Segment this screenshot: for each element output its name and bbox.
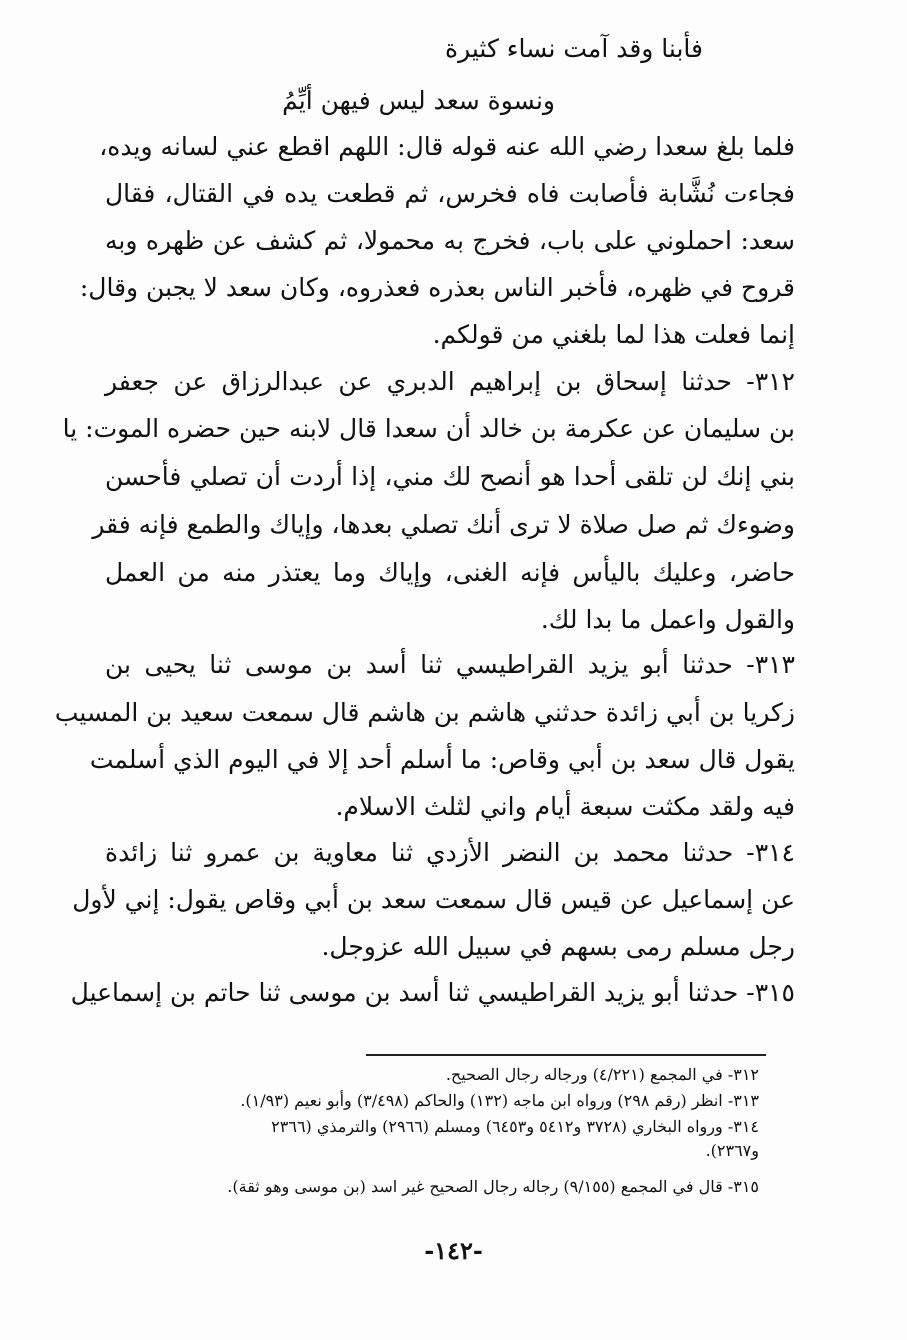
hadith-315-line: ٣١٥- حدثنا أبو يزيد القراطيسي ثنا أسد بن موسى ثنا حاتم بن إسماعيل — [70, 978, 795, 1007]
body-line: وضوءك ثم صل صلاة لا ترى أنك تصلي بعدها، وإياك والطمع فإنه فقر — [92, 510, 795, 539]
body-line: والقول واعمل ما بدا لك. — [540, 605, 795, 634]
body-line: إنما فعلت هذا لما بلغني من قولكم. — [432, 320, 795, 349]
footnote-315: ٣١٥- قال في المجمع (٩/١٥٥) رجاله رجال الصحيح غير اسد (بن موسى وهو ثقة). — [227, 1177, 759, 1196]
body-line: بن سليمان عن عكرمة بن خالد أن سعدا قال لابنه حين حضره الموت: يا — [62, 414, 795, 443]
body-line: بني إنك لن تلقى أحدا هو أنصح لك مني، إذا أردت أن تصلي فأحسن — [105, 462, 795, 491]
body-line: رجل مسلم رمى بسهم في سبيل الله عزوجل. — [321, 932, 795, 961]
body-line: حاضر، وعليك باليأس فإنه الغنى، وإياك وما يعتذر منه من العمل — [105, 558, 795, 587]
footnote-312: ٣١٢- في المجمع (٤/٢٢١) ورجاله رجال الصحيح. — [445, 1065, 759, 1084]
body-line: يقول قال سعد بن أبي وقاص: ما أسلم أحد إلا في اليوم الذي أسلمت — [89, 745, 795, 774]
verse-line-1: فأبنا وقد آمت نساء كثيرة — [444, 34, 703, 63]
hadith-314-line: ٣١٤- حدثنا محمد بن النضر الأزدي ثنا معاوية بن عمرو ثنا زائدة — [105, 838, 795, 867]
body-line: فجاءت نُشَّابة فأصابت فاه فخرس، ثم قطعت يده في القتال، فقال — [105, 179, 795, 208]
body-line: سعد: احملوني على باب، فخرج به محمولا، ثم كشف عن ظهره وبه — [105, 226, 795, 255]
body-line: عن إسماعيل عن قيس قال سمعت سعد بن أبي وقاص يقول: إني لأول — [72, 885, 795, 914]
footnote-divider — [366, 1054, 766, 1056]
hadith-312-line: ٣١٢- حدثنا إسحاق بن إبراهيم الدبري عن عبدالرزاق عن جعفر — [105, 367, 795, 396]
body-line: زكريا بن أبي زائدة حدثني هاشم بن هاشم قال سمعت سعيد بن المسيب — [54, 698, 795, 727]
footnote-314-cont: و٢٣٦٧). — [705, 1141, 759, 1160]
footnote-314: ٣١٤- ورواه البخاري (٣٧٢٨ و٥٤١٢ و٦٤٥٣) ومسلم (٢٩٦٦) والترمذي (٢٣٦٦ — [271, 1117, 759, 1136]
body-line: قروح في ظهره، فأخبر الناس بعذره فعذروه، وكان سعد لا يجبن وقال: — [79, 273, 795, 302]
verse-line-2: ونسوة سعد ليس فيهن أيِّمُ — [282, 86, 555, 115]
body-line: فلما بلغ سعدا رضي الله عنه قوله قال: اللهم اقطع عني لسانه ويده، — [99, 132, 795, 161]
hadith-313-line: ٣١٣- حدثنا أبو يزيد القراطيسي ثنا أسد بن موسى ثنا يحيى بن — [105, 650, 795, 679]
footnote-313: ٣١٣- انظر (رقم ٢٩٨) ورواه ابن ماجه (١٣٢) والحاكم (٣/٤٩٨) وأبو نعيم (١/٩٣). — [240, 1091, 759, 1110]
body-line: فيه ولقد مكثت سبعة أيام واني لثلث الاسلام. — [335, 792, 795, 821]
page-number: -١٤٢- — [424, 1236, 483, 1265]
